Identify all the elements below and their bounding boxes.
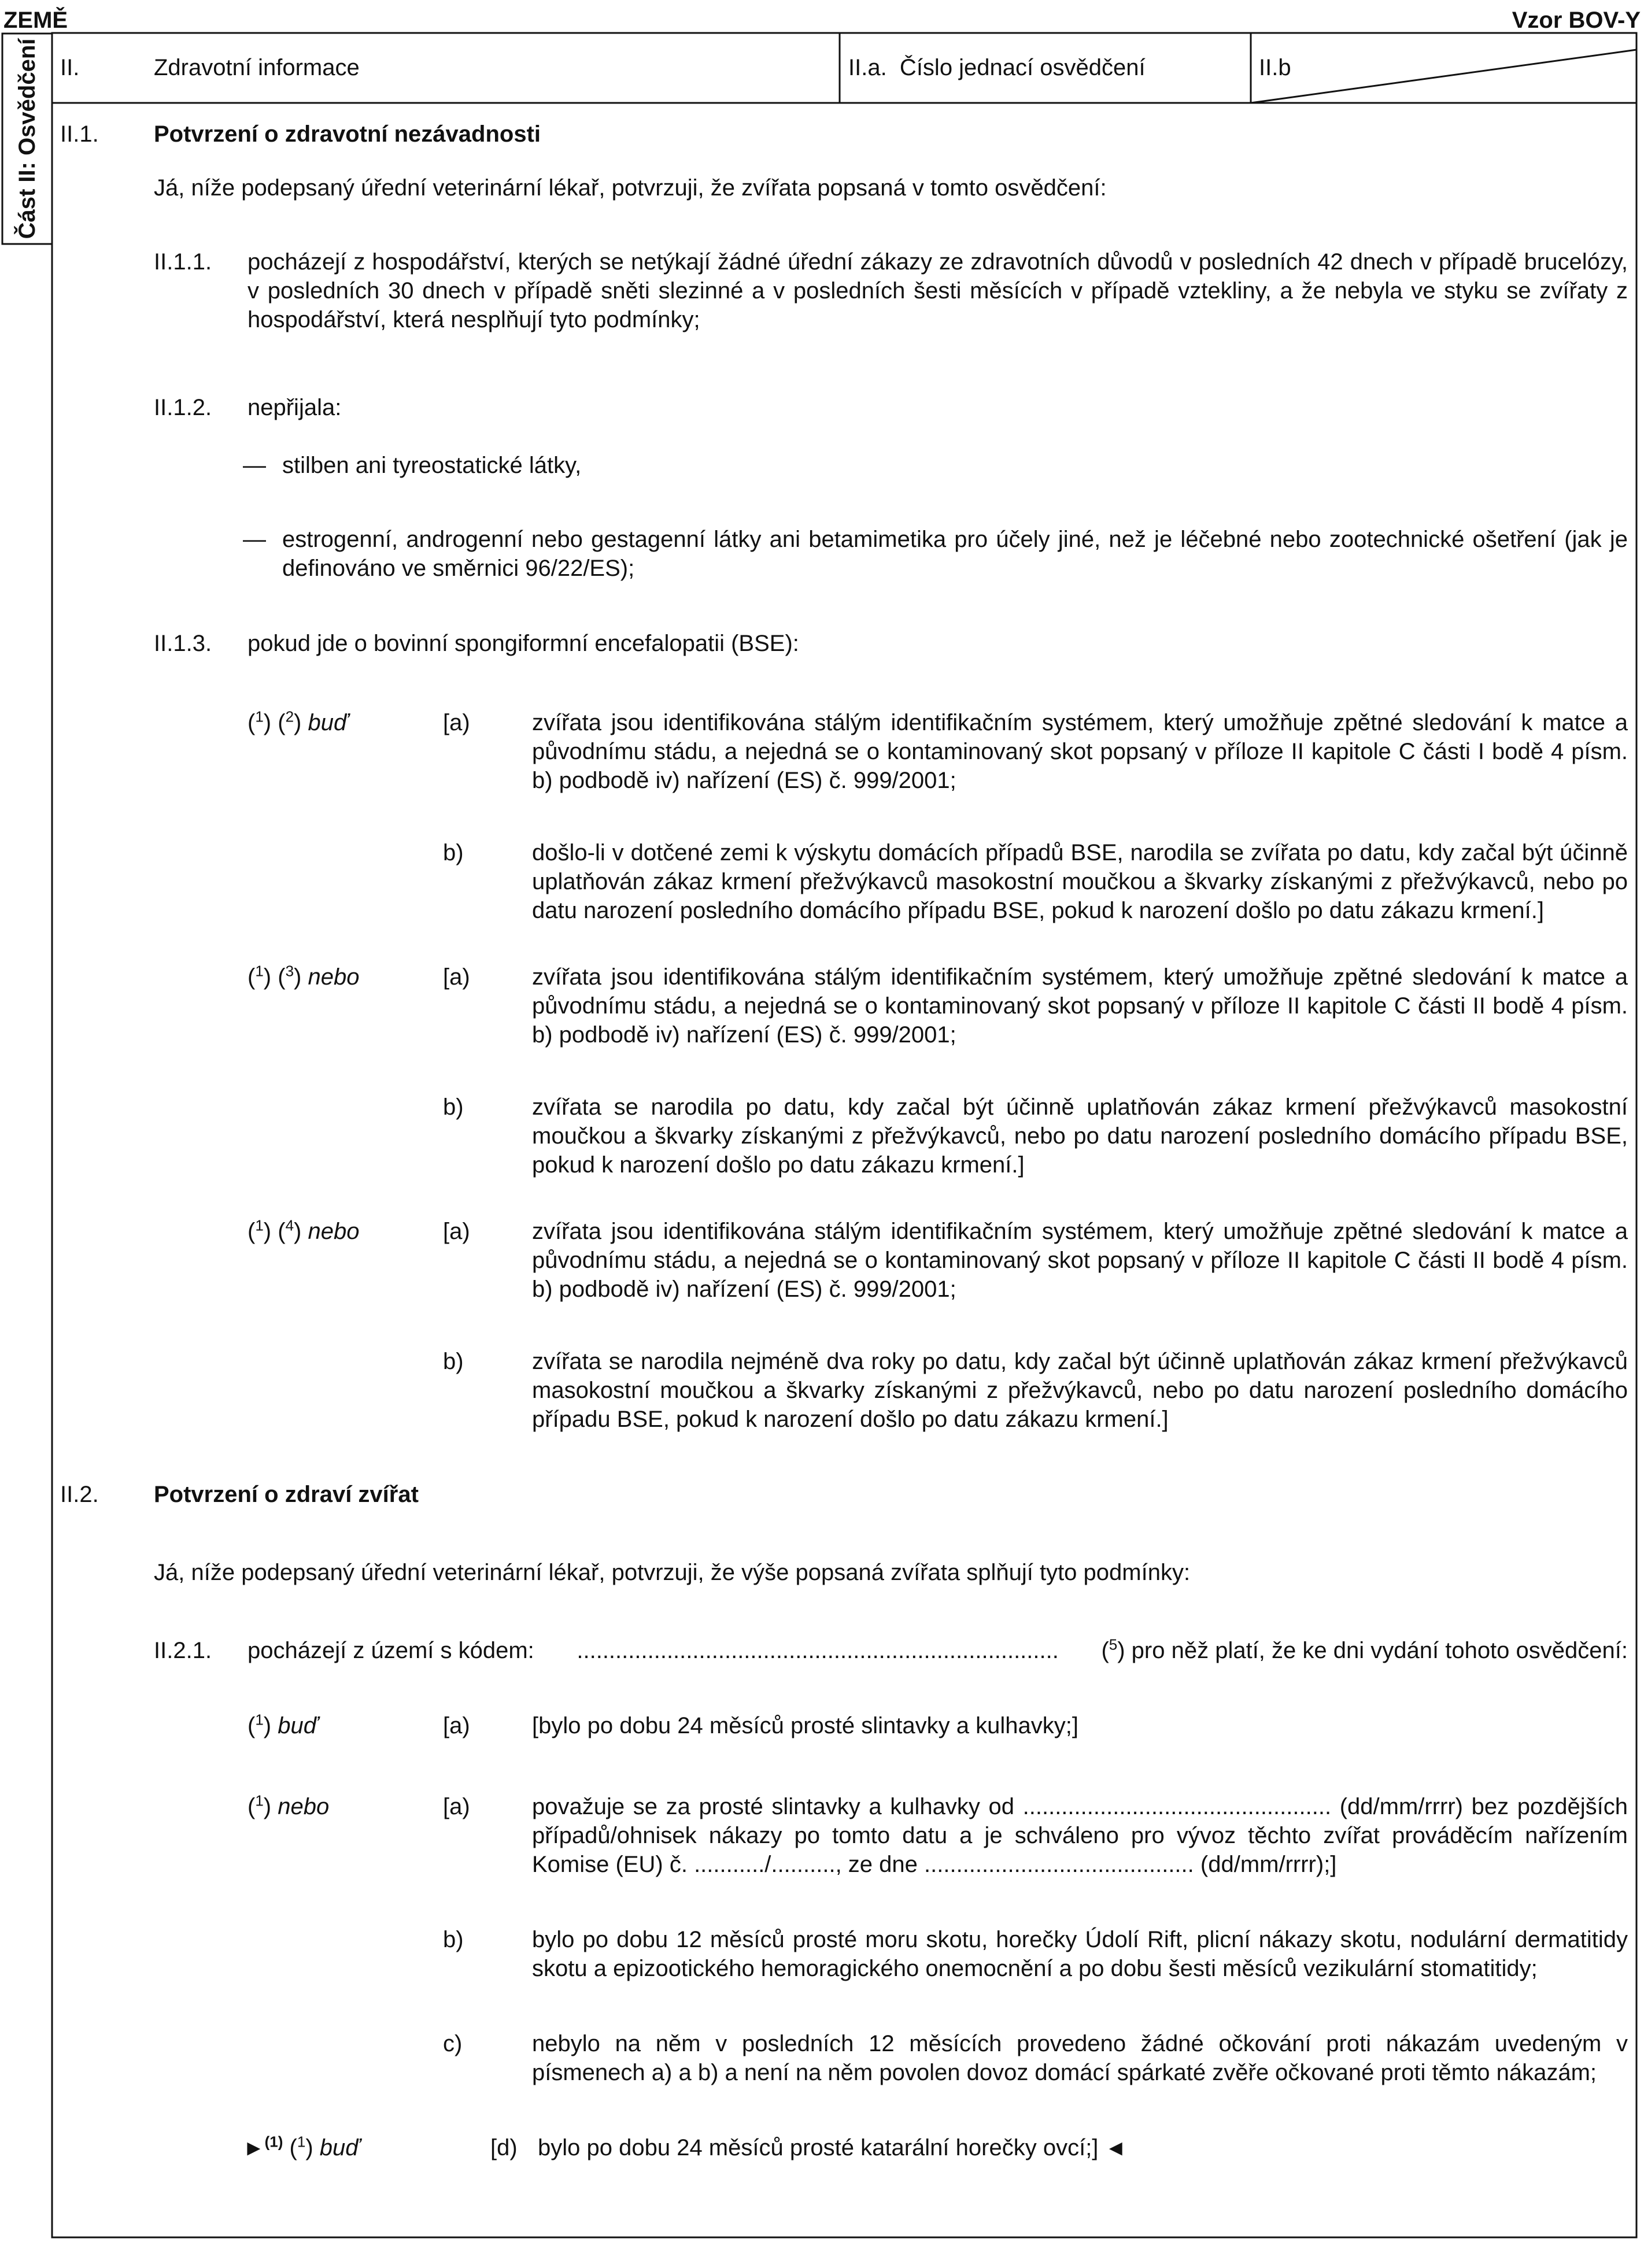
side-label: Část II: Osvědčení [14,38,40,239]
fmd-option1-a-label: [a) [443,1713,470,1738]
item-ii11-number: II.1.1. [154,249,212,275]
list-c-label: c) [443,2031,463,2056]
item-ii21-number: II.2.1. [154,1638,212,1663]
dash-marker: — [243,453,266,478]
dash-marker: — [243,527,266,552]
reference-number-label: II.a. Číslo jednací osvědčení [848,55,1146,80]
amendment-option-label: ►$^{(1)}$ ($^1$) buď [243,2133,360,2160]
section-ii1-number: II.1. [60,121,99,147]
section-ii2-title: Potvrzení o zdraví zvířat [154,1482,419,1507]
bse-option1-label: ($^1$) ($^2$) buď [247,708,348,735]
bse-option1-b-text: došlo-li v dotčené zemi k výskytu domácích případů BSE, narodila se zvířata po datu, kdy začal být účinně uplatňován zákaz krmení přežvýkavců masokostní moučkou a škvarky získanými z přežvýkavců, nebo po datu narození posledního domácího případu BSE, pokud k narození došlo po datu zákazu krmení.] [532,840,1628,923]
bse-option2-b-text: zvířata se narodila po datu, kdy začal být účinně uplatňován zákaz krmení přežvýkavců masokostní moučkou a škvarky získanými z přežvýkavců, nebo po datu narození posledního domácího případu BSE, pokud k narození došlo po datu zákazu krmení.] [532,1094,1628,1178]
bse-option2-label: ($^1$) ($^3$) nebo [247,962,360,990]
bse-option1-b-label: b) [443,840,464,865]
item-ii12-text: nepřijala: [247,395,342,420]
section-ii2-intro: Já, níže podepsaný úřední veterinární lékař, potvrzuji, že výše popsaná zvířata splňují tyto podmínky: [154,1560,1191,1585]
bse-option2-a-label: [a) [443,964,470,990]
item-ii12-dash2: estrogenní, androgenní nebo gestagenní látky ani betamimetika pro účely jiné, než je léčebné nebo zootechnické ošetření (jak je definováno ve směrnici 96/22/ES); [282,527,1628,581]
fmd-option1-label: ($^1$) buď [247,1711,318,1738]
section-ii2-number: II.2. [60,1482,99,1507]
amendment-d-label: [d) [490,2135,518,2160]
fmd-option1-a-text: [bylo po dobu 24 měsíců prosté slintavky a kulhavky;] [532,1713,1078,1738]
bse-option3-b-text: zvířata se narodila nejméně dva roky po datu, kdy začal být účinně uplatňován zákaz krmení přežvýkavců masokostní moučkou a škvarky získanými z přežvýkavců, nebo po datu narození posledního domácího případu BSE, pokud k narození došlo po datu zákazu krmení.] [532,1349,1628,1432]
model-label: Vzor BOV-Y [1512,8,1641,33]
regulation-number-field[interactable]: .........../.......... [694,1852,836,1877]
item-ii11-text: pocházejí z hospodářství, kterých se netýkají žádné úřední zákazy ze zdravotních důvodů v posledních 42 dnech v případě brucelózy, v posledních 30 dnech v případě sněti slezinné a v posledních šesti měsících v případě vztekliny, a že nebyla ve styku se zvířaty z hospodářství, která nesplňují tyto podmínky; [247,249,1628,332]
amendment-end-marker-icon: ◄ [1104,2136,1127,2160]
fmd-option2-a-text: považuje se za prosté slintavky a kulhavky od ................................................ (dd/mm/rrrr) bez pozdějších případů/ohnisek nákazy po tomto datu a je schváleno pro vývoz těchto zvířat prováděcím nařízením Komise (EU) č. .........../.........., ze dne .......................................... (dd/mm/rrrr);] [532,1794,1628,1877]
regulation-date-field[interactable]: .......................................... [924,1852,1194,1877]
amendment-d-text: bylo po dobu 24 měsíců prosté katarální horečky ovcí;] ◄ [538,2135,1127,2160]
fmd-option2-label: ($^1$) nebo [247,1792,330,1819]
top-row-num: II. [60,55,80,80]
list-b-label: b) [443,1927,464,1952]
bse-option3-a-text: zvířata jsou identifikována stálým identifikačním systémem, který umožňuje zpětné sledování k matce a původnímu stádu, a nejedná se o kontaminovaný skot popsaný v příloze II kapitole C části II bodě 4 písm. b) podbodě iv) nařízení (ES) č. 999/2001; [532,1219,1628,1302]
bse-option2-a-text: zvířata jsou identifikována stálým identifikačním systémem, který umožňuje zpětné sledování k matce a původnímu stádu, a nejedná se o kontaminovaný skot popsaný v příloze II kapitole C části II bodě 4 písm. b) podbodě iv) nařízení (ES) č. 999/2001; [532,964,1628,1048]
section-ii1-title: Potvrzení o zdravotní nezávadnosti [154,121,541,147]
bse-option2-b-label: b) [443,1094,464,1120]
item-ii13-text: pokud jde o bovinní spongiformní encefalopatii (BSE): [247,631,799,656]
top-row-title: Zdravotní informace [154,55,360,80]
bse-option3-label: ($^1$) ($^4$) nebo [247,1216,360,1244]
amendment-start-marker-icon: ► [243,2136,265,2160]
item-ii12-dash1: stilben ani tyreostatické látky, [282,453,582,478]
country-label: ZEMĚ [3,8,68,33]
bse-option1-a-label: [a) [443,710,470,735]
fmd-option2-a-label: [a) [443,1794,470,1819]
territory-code-field[interactable]: ........................................................................... [577,1638,1059,1663]
bse-option1-a-text: zvířata jsou identifikována stálým identifikačním systémem, který umožňuje zpětné sledování k matce a původnímu stádu, a nejedná se o kontaminovaný skot popsaný v příloze II kapitole C části I bodě 4 písm. b) podbodě iv) nařízení (ES) č. 999/2001; [532,710,1628,793]
field-iib-label: II.b [1259,55,1291,80]
bse-option3-a-label: [a) [443,1219,470,1244]
item-ii13-number: II.1.3. [154,631,212,656]
list-b-text: bylo po dobu 12 měsíců prosté moru skotu, horečky Údolí Rift, plicní nákazy skotu, nodulární dermatitidy skotu a epizootického hemoragického onemocnění a po dobu šesti měsíců vezikulární stomatitidy; [532,1927,1628,1981]
list-c-text: nebylo na něm v posledních 12 měsících provedeno žádné očkování proti nákazám uvedeným v písmenech a) a b) a není na něm povolen dovoz domácí spárkaté zvěře očkované proti těmto nákazám; [532,2031,1628,2085]
fmd-free-date-field[interactable]: ................................................ [1022,1794,1332,1819]
item-ii21-text: pocházejí z území s kódem: ........................................................................... ($^5$) pro něž platí, že ke dni vydání tohoto osvědčení: [247,1636,1628,1665]
section-ii1-intro: Já, níže podepsaný úřední veterinární lékař, potvrzuji, že zvířata popsaná v tomto osvědčení: [154,175,1107,201]
bse-option3-b-label: b) [443,1349,464,1374]
item-ii12-number: II.1.2. [154,395,212,420]
